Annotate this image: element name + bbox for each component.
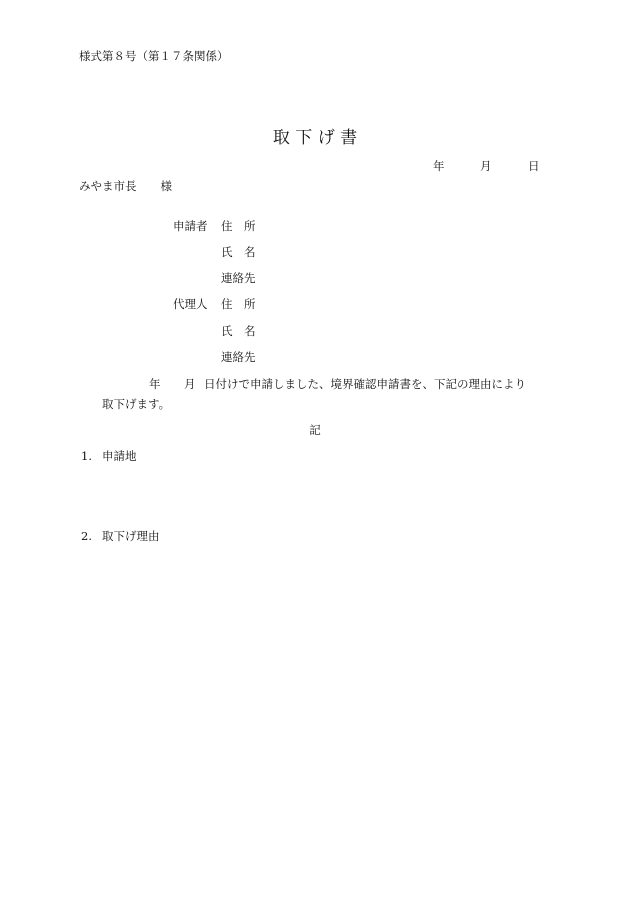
document-title: 取 下 げ 書 xyxy=(272,128,358,148)
date-day-label: 日 xyxy=(528,159,540,173)
item-1-number: 1. xyxy=(81,449,92,463)
item-1-label: 申請地 xyxy=(102,449,137,463)
agent-name-label: 氏 名 xyxy=(221,324,256,338)
form-number: 様式第８号（第１７条関係） xyxy=(79,49,229,63)
body-line1-text: 日付けで申請しました、境界確認申請書を、下記の理由により xyxy=(204,377,526,391)
item-2-label: 取下げ理由 xyxy=(102,529,160,543)
ki-heading: 記 xyxy=(309,423,321,437)
agent-contact-label: 連絡先 xyxy=(221,350,256,364)
item-2-number: 2. xyxy=(81,529,92,543)
body-month-label: 月 xyxy=(184,377,196,391)
agent-address-label: 住 所 xyxy=(221,297,256,311)
addressee-name: みやま市長 xyxy=(79,179,137,193)
addressee-honorific: 様 xyxy=(160,179,172,193)
body-year-label: 年 xyxy=(149,377,161,391)
date-year-label: 年 xyxy=(433,159,445,173)
body-line2-text: 取下げます。 xyxy=(102,397,171,411)
agent-role-label: 代理人 xyxy=(173,297,208,311)
addressee xyxy=(79,181,172,193)
applicant-name-label: 氏 名 xyxy=(221,245,256,259)
applicant-address-label: 住 所 xyxy=(221,219,256,233)
date-month-label: 月 xyxy=(480,159,492,173)
applicant-role-label: 申請者 xyxy=(173,219,208,233)
applicant-contact-label: 連絡先 xyxy=(221,271,256,285)
